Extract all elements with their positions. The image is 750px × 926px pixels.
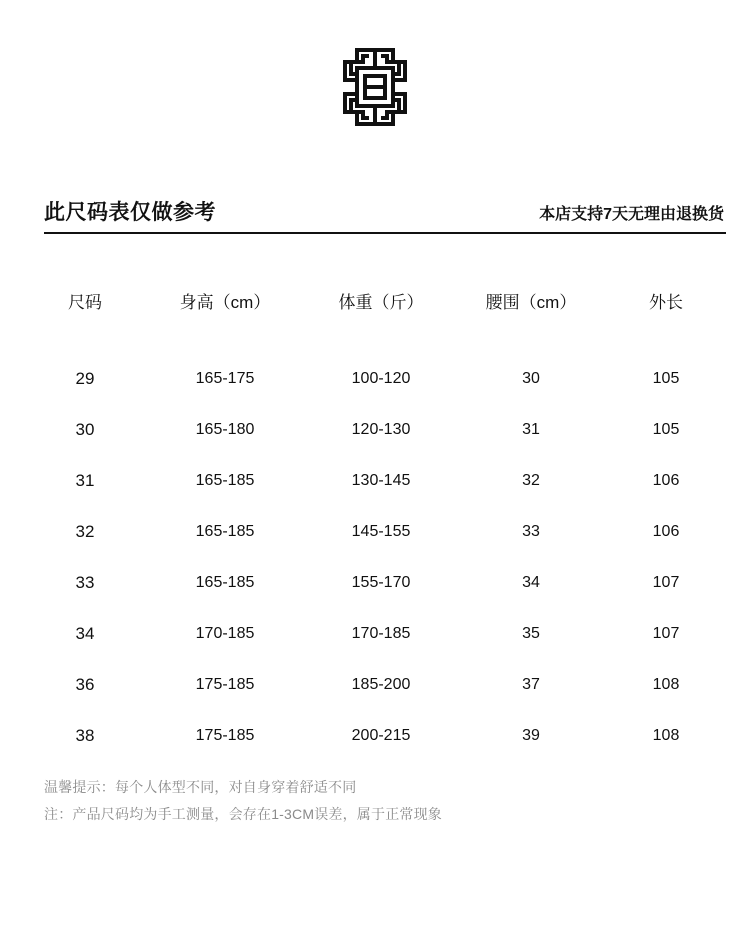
cell-weight: 185-200 <box>351 675 411 693</box>
table-row <box>26 506 726 557</box>
table-row <box>26 608 726 659</box>
column-header-waist: 腰围（cm） <box>485 293 577 312</box>
cell-length: 107 <box>652 573 680 591</box>
cell-height: 165-185 <box>195 471 255 489</box>
cell-size: 36 <box>75 674 95 694</box>
cell-weight: 130-145 <box>351 471 411 489</box>
cell-height: 165-185 <box>195 573 255 591</box>
cell-height: 165-180 <box>195 420 255 438</box>
cell-waist: 37 <box>522 675 540 693</box>
cell-length: 108 <box>652 675 680 693</box>
cell-size: 30 <box>75 419 95 439</box>
column-header-weight: 体重（斤） <box>338 293 424 312</box>
table-row <box>26 353 726 404</box>
cell-waist: 33 <box>522 522 540 540</box>
cell-length: 108 <box>652 726 680 744</box>
cell-waist: 34 <box>522 573 540 591</box>
cell-length: 105 <box>652 420 680 438</box>
cell-weight: 170-185 <box>351 624 411 642</box>
cell-size: 29 <box>75 368 95 388</box>
cell-waist: 39 <box>522 726 540 744</box>
cell-weight: 100-120 <box>351 369 411 387</box>
table-header-row <box>26 288 726 353</box>
brand-logo <box>0 0 750 100</box>
cell-size: 38 <box>75 725 95 745</box>
table-row <box>26 557 726 608</box>
cell-height: 165-175 <box>195 369 255 387</box>
column-header-size: 尺码 <box>68 293 102 312</box>
cell-weight: 200-215 <box>351 726 411 744</box>
cell-length: 107 <box>652 624 680 642</box>
cell-size: 32 <box>75 521 95 541</box>
footnotes <box>44 774 710 827</box>
cell-weight: 120-130 <box>351 420 411 438</box>
page-title: 此尺码表仅做参考 <box>44 201 216 224</box>
cell-length: 105 <box>652 369 680 387</box>
cell-waist: 30 <box>522 369 540 387</box>
cell-length: 106 <box>652 471 680 489</box>
cell-length: 106 <box>652 522 680 540</box>
cell-waist: 35 <box>522 624 540 642</box>
header-divider <box>44 232 726 234</box>
table-row <box>26 659 726 710</box>
size-table <box>26 288 726 761</box>
cell-weight: 155-170 <box>351 573 411 591</box>
cell-size: 34 <box>75 623 95 643</box>
table-row <box>26 404 726 455</box>
table-row <box>26 710 726 761</box>
cell-height: 175-185 <box>195 675 255 693</box>
cell-height: 170-185 <box>195 624 255 642</box>
cell-height: 165-185 <box>195 522 255 540</box>
interlocking-knot-logo-icon <box>327 42 423 132</box>
cell-size: 33 <box>75 572 95 592</box>
cell-size: 31 <box>75 470 95 490</box>
footnote-measurement: 注：产品尺码均为手工测量，会存在1-3CM误差，属于正常现象 <box>44 805 443 822</box>
cell-weight: 145-155 <box>351 522 411 540</box>
cell-waist: 31 <box>522 420 540 438</box>
return-policy-note: 本店支持7天无理由退换货 <box>539 206 724 223</box>
cell-height: 175-185 <box>195 726 255 744</box>
column-header-height: 身高（cm） <box>179 293 271 312</box>
footnote-tip: 温馨提示：每个人体型不同，对自身穿着舒适不同 <box>44 779 357 795</box>
cell-waist: 32 <box>522 471 540 489</box>
header-row <box>44 196 726 226</box>
column-header-length: 外长 <box>649 293 683 312</box>
table-row <box>26 455 726 506</box>
